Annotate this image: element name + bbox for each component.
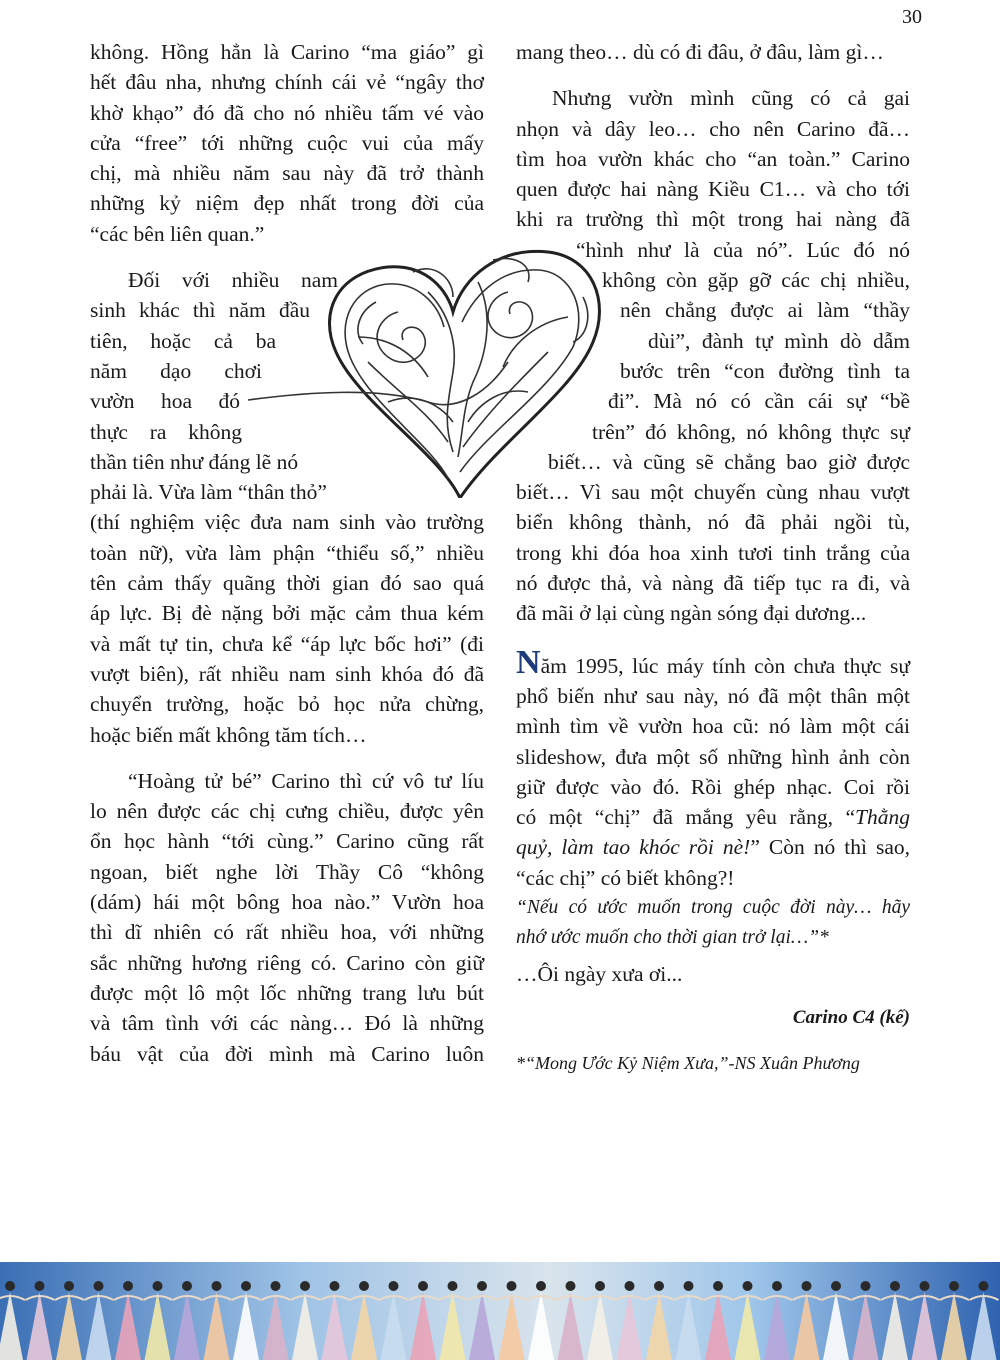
- right-column: [516, 37, 910, 1078]
- text-line: toàn nữ), vừa làm phận “thiểu số,” nhiều: [90, 540, 484, 565]
- text-line: ngoan, biết nghe lời Thầy Cô “không: [90, 859, 484, 884]
- text-line: nên chẳng được ai làm “thầy: [620, 298, 910, 323]
- text-line: sắc những hương riêng có. Carino còn giữ: [90, 950, 484, 975]
- page-number: 30: [902, 6, 922, 28]
- text-line: biết… Vì sau một chuyến cùng nhau vượt: [516, 480, 910, 505]
- text-line: mình tìm về vườn hoa cũ: nó làm một cái: [516, 714, 910, 739]
- text-line: “các bên liên quan.”: [90, 221, 265, 246]
- text-line: đã mãi ở lại cùng ngàn sóng đại dương...: [516, 601, 867, 626]
- text-line: trong khi đóa hoa xinh tươi tinh trắng của: [516, 540, 910, 565]
- text-line: “Hoàng tử bé” Carino thì cứ vô tư líu: [128, 768, 484, 793]
- text-line: hết đâu nha, nhưng chính cái vẻ “ngây thơ: [90, 70, 484, 95]
- text-line: tên cảm thấy quãng thời gian đó sao quá: [90, 571, 484, 596]
- text-line: phải là. Vừa làm “thân thỏ”: [90, 480, 327, 505]
- text-line: tìm hoa vườn khác cho “an toàn.” Carino: [516, 146, 910, 171]
- song-quote: [516, 893, 910, 953]
- text-line: quỷ, làm tao khóc rồi nè!” Còn nó thì sao,: [516, 835, 910, 860]
- text-line: nó được thả, và nàng đã tiếp tục ra đi, và: [516, 571, 910, 596]
- closing-line: …Ôi ngày xưa ơi...: [516, 962, 683, 987]
- text-line: thì dĩ nhiên có rất nhiều hoa, với những: [90, 920, 484, 945]
- text-line: thực ra không: [90, 419, 242, 444]
- text-line: những kỷ niệm đẹp nhất trong đời của: [90, 191, 484, 216]
- text-line: biết… và cũng sẽ chẳng bao giờ được: [548, 449, 910, 474]
- text-line: quen được hai nàng Kiều C1… và cho tới: [516, 177, 910, 202]
- text-line: Đối với nhiều nam: [128, 268, 338, 293]
- left-paragraph-1: [90, 37, 484, 249]
- text-line: mang theo… dù có đi đâu, ở đâu, làm gì…: [516, 40, 884, 64]
- left-paragraph-2: [90, 265, 484, 750]
- text-line: “các chị” có biết không?!: [516, 865, 735, 890]
- author-signature: Carino C4 (kể): [792, 1007, 910, 1029]
- text-line: bước trên “con đường tình ta: [620, 358, 910, 383]
- text-line: nhớ ước muốn cho thời gian trở lại…”*: [516, 927, 829, 949]
- text-line: Nhưng vườn mình cũng có cả gai: [552, 86, 910, 111]
- text-line: cửa “free” tới những cuộc vui của mấy: [90, 130, 484, 155]
- text-line: “Nếu có ước muốn trong cuộc đời này… hãy: [516, 897, 910, 919]
- right-paragraph-2: [516, 83, 910, 628]
- text-line: không còn gặp gỡ các chị nhiều,: [602, 268, 910, 293]
- text-line: lo nên được các chị cưng chiều, được yên: [90, 799, 484, 824]
- text-line: báu vật của đời mình mà Carino luôn: [90, 1041, 484, 1066]
- text-line: giữ được vào đó. Rồi ghép nhạc. Coi rồi: [516, 774, 910, 799]
- text-line: slideshow, đưa một số những hình ảnh còn: [516, 744, 910, 769]
- text-line: dùi”, đành tự mình dò dẫm: [648, 328, 910, 353]
- text-line: biển không thành, nó đã phải ngồi tù,: [516, 510, 910, 535]
- right-paragraph-1: [516, 37, 910, 67]
- text-line: đi”. Mà nó có cần cái sự “bề: [608, 389, 910, 414]
- text-line: nhọn và dây leo… cho nên Carino đã…: [516, 116, 910, 141]
- text-line: vườn hoa đó: [90, 389, 240, 414]
- text-line: áp lực. Bị đè nặng bởi mặc cảm thua kém: [90, 601, 484, 626]
- text-line: và mất tự tin, chưa kể “áp lực bốc hơi” (đi: [90, 631, 484, 656]
- text-line: phổ biến như sau này, nó đã một thân một: [516, 683, 910, 708]
- footnote: *“Mong Ước Kỷ Niệm Xưa,”-NS Xuân Phương: [516, 1052, 860, 1073]
- text-line: “hình như là của nó”. Lúc đó nó: [576, 237, 910, 262]
- text-line: và tâm tình với các nàng… Đó là những: [90, 1011, 484, 1036]
- text-line: ổn học hành “tới cùng.” Carino cũng rất: [90, 829, 484, 854]
- text-line: vượt biên), rất nhiều nam sinh khóa đó đã: [90, 661, 484, 686]
- text-line: năm dạo chơi: [90, 358, 262, 383]
- text-line: chuyển trường, hoặc bỏ học nửa chừng,: [90, 692, 484, 717]
- text-line: được một lô một lốc những trang lưu bút: [90, 980, 484, 1005]
- text-line: có một “chị” đã mắng yêu rằng, “Thằng: [516, 805, 910, 830]
- text-line: tiên, hoặc cả ba: [90, 328, 276, 353]
- text-line: chị, mà nhiều năm sau này đã trở thành: [90, 161, 484, 186]
- text-line: (thí nghiệm việc đưa nam sinh vào trường: [90, 510, 484, 535]
- text-line: hoặc biến mất không tăm tích…: [90, 722, 367, 747]
- text-line: Năm 1995, lúc máy tính còn chưa thực sự: [516, 643, 910, 681]
- left-column: [90, 37, 484, 1069]
- text-line: trên” đó không, nó không thực sự: [592, 419, 910, 444]
- right-paragraph-3: [516, 643, 910, 893]
- text-line: thần tiên như đáng lẽ nó: [90, 449, 299, 474]
- text-line: khờ khạo” đó đã cho nó nhiều tấm vé vào: [90, 100, 484, 125]
- left-paragraph-3: [90, 766, 484, 1069]
- text-line: (dám) hái một bông hoa nào.” Vườn hoa: [90, 890, 484, 915]
- dancing-girls-banner: [0, 1262, 1000, 1360]
- text-line: sinh khác thì năm đầu: [90, 298, 310, 323]
- text-line: khi ra trường thì một trong hai nàng đã: [516, 207, 910, 232]
- text-line: không. Hồng hẳn là Carino “ma giáo” gì: [90, 40, 484, 64]
- drop-cap: N: [516, 643, 541, 681]
